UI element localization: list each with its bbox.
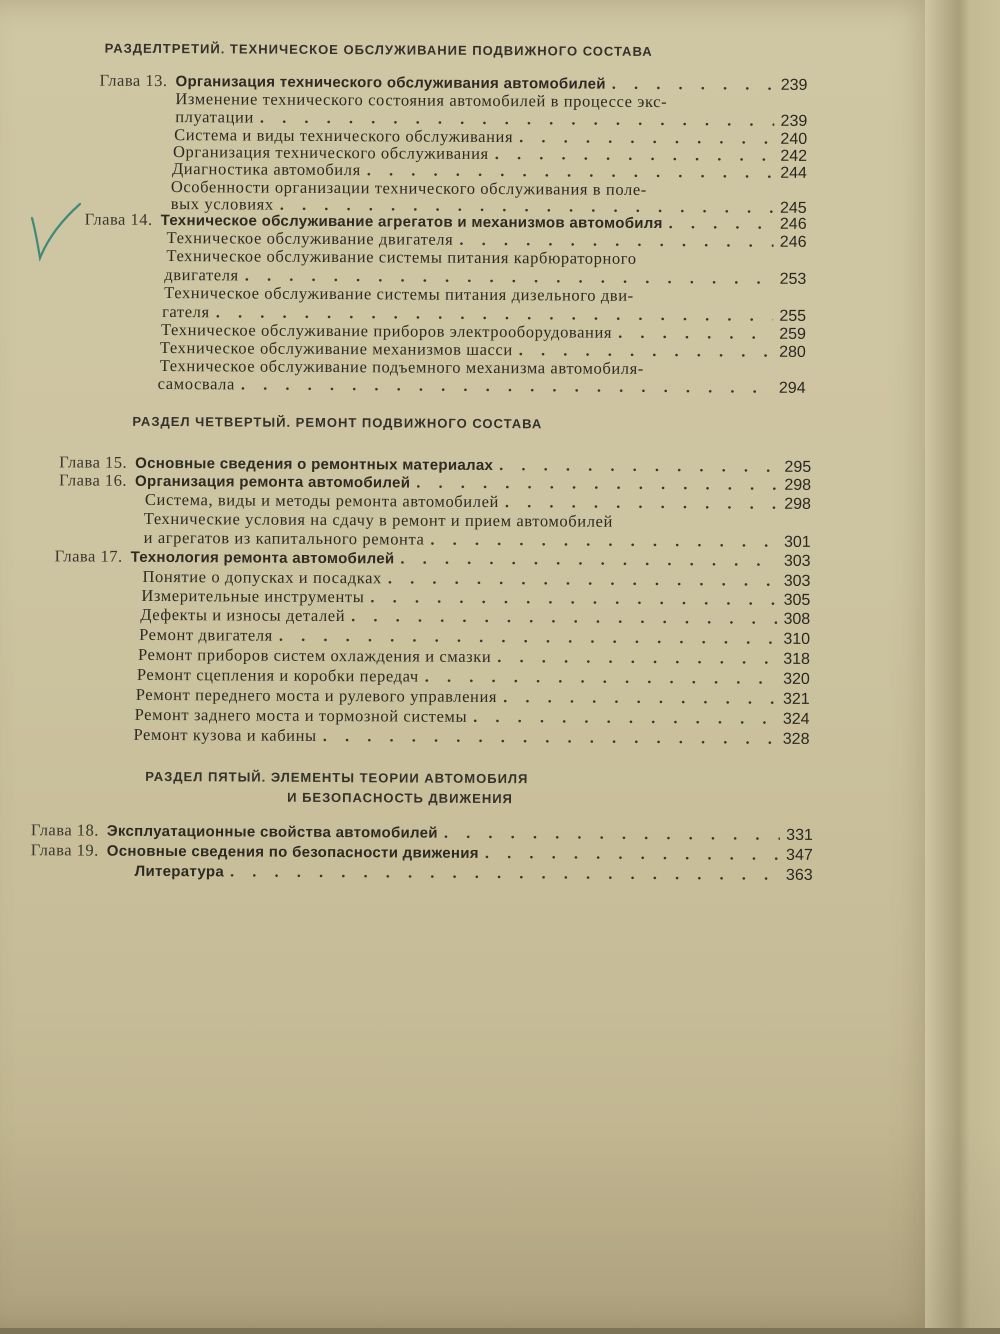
entry-title: плуатации xyxy=(175,107,254,127)
leader-dots xyxy=(241,374,773,397)
toc-entry-line: Техническое обслуживание системы питания дизельного дви- xyxy=(164,283,634,305)
entry-title: Система, виды и методы ремонта автомобилей xyxy=(144,489,500,512)
entry-title: Ремонт сцепления и коробки передач xyxy=(136,664,419,686)
chapter-number: Глава 17. xyxy=(54,546,123,566)
checkmark-icon xyxy=(28,198,88,268)
page-number: 298 xyxy=(784,495,811,513)
page-number: 298 xyxy=(784,476,812,494)
toc-entry-line: Изменение технического состояния автомобилей в процессе экс- xyxy=(175,89,668,112)
entry-title: гателя xyxy=(162,301,210,322)
page-number: 328 xyxy=(782,730,810,748)
section-title: РАЗДЕЛ ПЯТЫЙ. ЭЛЕМЕНТЫ ТЕОРИИ АВТОМОБИЛЯ xyxy=(145,768,529,787)
page-number: 347 xyxy=(786,846,813,864)
toc-entry xyxy=(135,861,813,885)
chapter-number: Глава 19. xyxy=(30,840,99,860)
entry-title: Система и виды технического обслуживания xyxy=(174,125,514,147)
entry-title: Организация технического обслуживания xyxy=(173,142,489,163)
entry-title: Техническое обслуживание двигателя xyxy=(166,228,454,249)
page-number: 301 xyxy=(783,533,811,551)
leader-dots xyxy=(351,606,777,629)
page-number: 308 xyxy=(783,610,811,628)
page-number: 246 xyxy=(779,233,807,251)
leader-dots xyxy=(323,726,777,749)
entry-title: Основные сведения по безопасности движения xyxy=(106,842,479,862)
page-number: 321 xyxy=(782,690,810,708)
entry-title: Ремонт приборов систем охлаждения и смазки xyxy=(137,644,492,667)
page-number: 303 xyxy=(783,552,811,570)
page-number: 242 xyxy=(780,147,808,165)
page-number: 253 xyxy=(779,270,807,288)
leader-dots xyxy=(485,843,780,865)
entry-title: вых условиях xyxy=(170,194,274,214)
page-number: 303 xyxy=(783,572,811,590)
entry-title: Техническое обслуживание механизмов шасси xyxy=(159,337,513,360)
entry-title: Ремонт кузова и кабины xyxy=(133,724,317,745)
page-number: 244 xyxy=(780,164,808,182)
entry-title: Диагностика автомобиля xyxy=(171,159,361,180)
toc-entry-line: Техническое обслуживание подъемного механизма автомобиля- xyxy=(159,355,644,378)
entry-title: самосвала xyxy=(157,373,235,394)
page-number: 305 xyxy=(783,591,811,609)
page-number: 239 xyxy=(780,112,808,130)
chapter-number: Глава 18. xyxy=(30,820,100,840)
page-number: 310 xyxy=(783,630,811,648)
entry-title: Ремонт переднего моста и рулевого управления xyxy=(135,684,498,707)
entry-title: Техническое обслуживание агрегатов и механизмов автомобиля xyxy=(160,211,663,233)
toc-entry-line: Технические условия на сдачу в ремонт и прием автомобилей xyxy=(143,508,613,531)
page-number: 259 xyxy=(779,325,807,343)
toc-entry-line: Особенности организации технического обслуживания в поле- xyxy=(170,177,647,199)
entry-title: Ремонт заднего моста и тормозной системы xyxy=(134,704,468,726)
leader-dots xyxy=(400,548,778,570)
toc-entry-line: Техническое обслуживание системы питания карбюраторного xyxy=(166,246,637,268)
page-number: 239 xyxy=(780,76,808,94)
page-number: 245 xyxy=(779,199,807,217)
entry-title: Эксплуатационные свойства автомобилей xyxy=(106,822,438,842)
entry-title: Ремонт двигателя xyxy=(139,624,273,645)
page-number: 318 xyxy=(783,650,811,668)
page-number: 246 xyxy=(779,215,807,233)
entry-title: Литература xyxy=(134,862,225,881)
entry-title: Организация технического обслуживания автомобилей xyxy=(175,73,606,93)
toc-entry xyxy=(158,374,806,398)
section-title: РАЗДЕЛТРЕТИЙ. ТЕХНИЧЕСКОЕ ОБСЛУЖИВАНИЕ ПОДВИЖНОГО СОСТАВА xyxy=(104,40,653,59)
page-number: 295 xyxy=(784,458,812,476)
page-number: 280 xyxy=(779,343,806,361)
entry-title: и агрегатов из капитального ремонта xyxy=(143,527,425,549)
page-number: 320 xyxy=(783,670,810,688)
chapter-number: Глава 13. xyxy=(99,70,168,91)
entry-title: Технология ремонта автомобилей xyxy=(130,548,395,568)
entry-title: Понятие о допусках и посадках xyxy=(142,566,382,588)
entry-title: Организация ремонта автомобилей xyxy=(135,472,411,492)
section-title: РАЗДЕЛ ЧЕТВЕРТЫЙ. РЕМОНТ ПОДВИЖНОГО СОСТАВА xyxy=(132,413,543,432)
entry-title: Дефекты и износы деталей xyxy=(140,604,346,626)
leader-dots xyxy=(497,647,777,669)
chapter-number: Глава 14. xyxy=(84,209,153,229)
page-number: 294 xyxy=(778,379,806,397)
toc-entry xyxy=(133,725,809,749)
page-number: 363 xyxy=(785,866,813,884)
leader-dots xyxy=(444,823,780,845)
chapter-number: Глава 15. xyxy=(59,452,128,472)
leader-dots xyxy=(503,687,777,709)
chapter-number: Глава 16. xyxy=(59,470,128,490)
section-subtitle: И БЕЗОПАСНОСТЬ ДВИЖЕНИЯ xyxy=(287,789,513,807)
entry-title: двигателя xyxy=(164,265,239,285)
entry-title: Основные сведения о ремонтных материалах xyxy=(135,454,494,475)
leader-dots xyxy=(425,667,778,689)
page-shadow xyxy=(0,1120,1000,1328)
leader-dots xyxy=(230,861,780,884)
page-number: 324 xyxy=(782,710,810,728)
page-number: 331 xyxy=(786,826,813,844)
entry-title: Техническое обслуживание приборов электрооборудования xyxy=(160,319,613,342)
leader-dots xyxy=(473,707,777,729)
page-number: 240 xyxy=(780,130,808,148)
page-number: 255 xyxy=(779,307,807,325)
entry-title: Измерительные инструменты xyxy=(141,585,365,607)
